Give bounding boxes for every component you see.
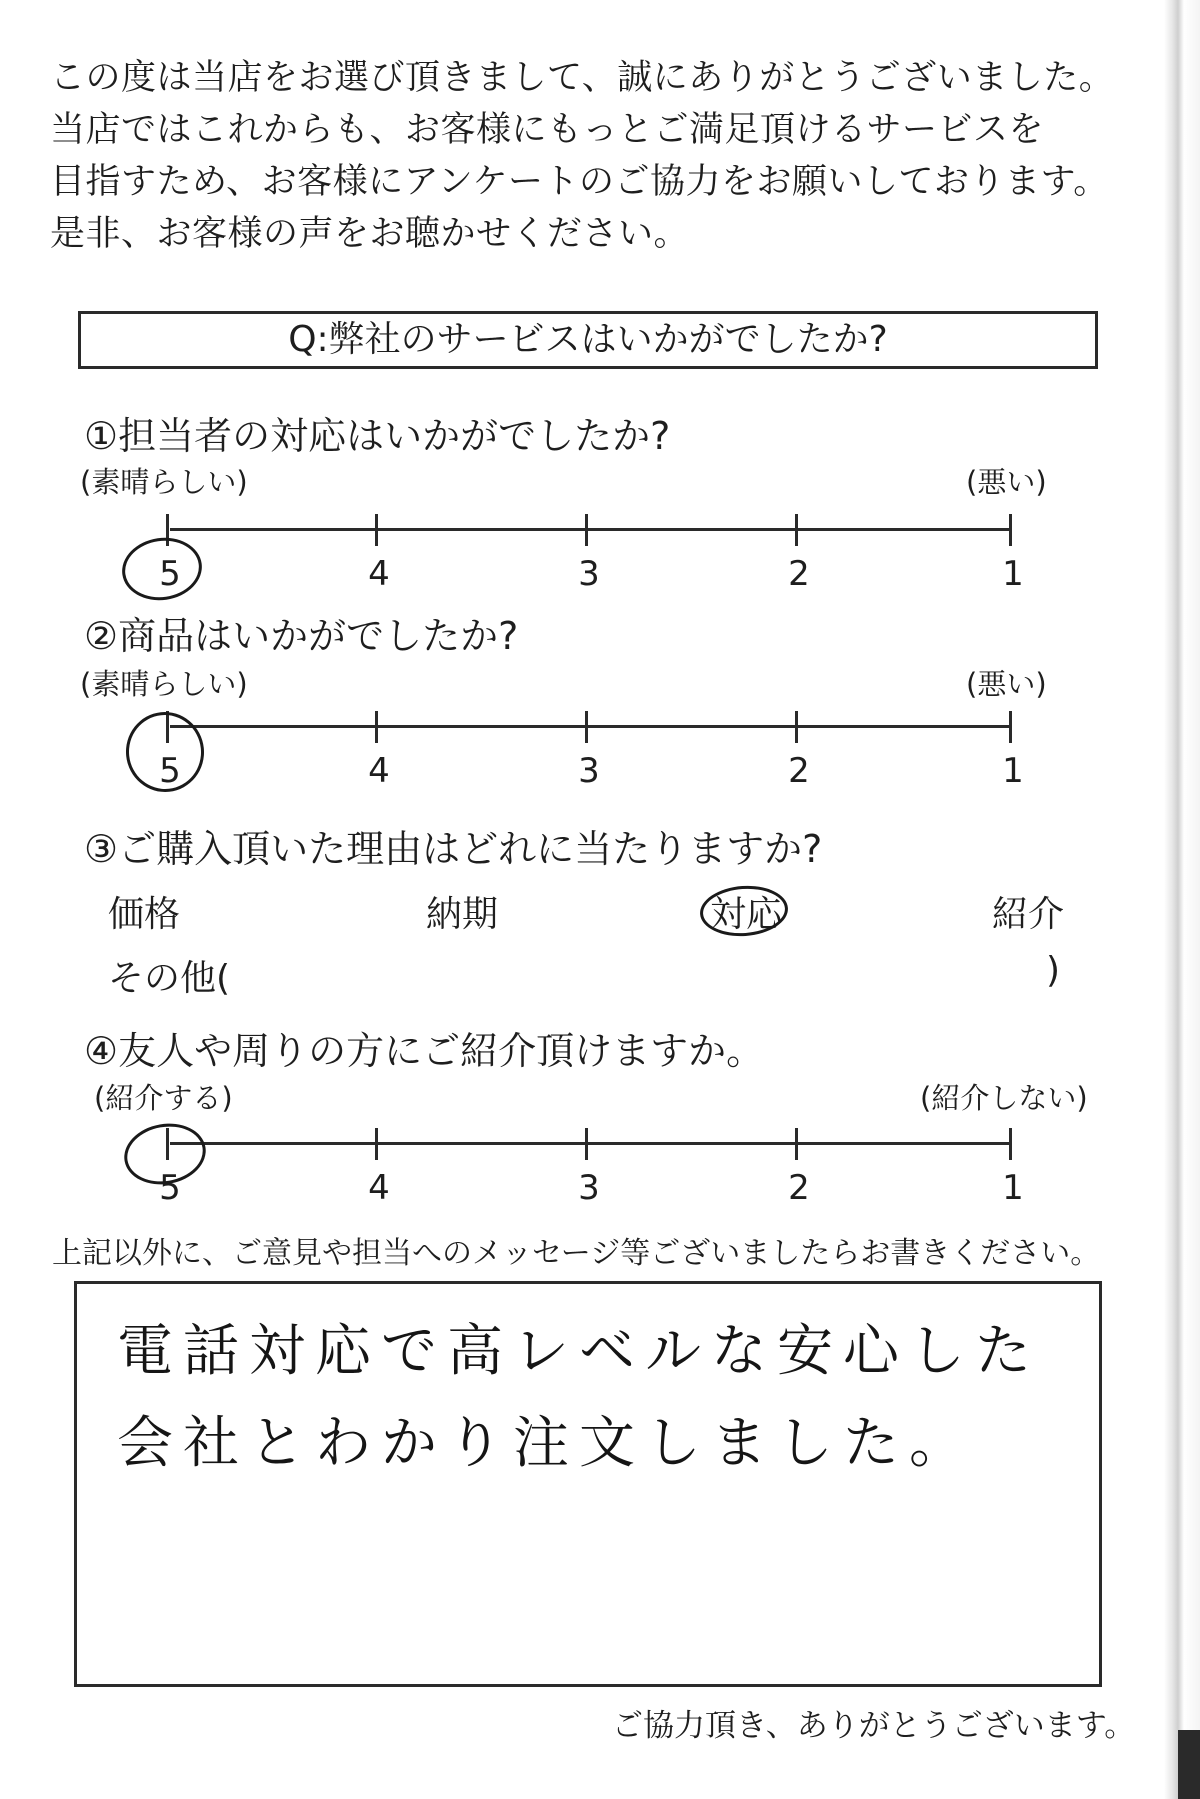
scale-tick	[795, 711, 798, 743]
main-question-text: Q:弊社のサービスはいかがでしたか?	[288, 319, 888, 360]
scale-tick	[375, 711, 378, 743]
main-question-box	[78, 311, 1098, 369]
reason-price: 価格	[108, 894, 181, 935]
reason-other-open: その他(	[108, 958, 231, 999]
scale-tick	[795, 514, 798, 546]
comment-prompt: 上記以外に、ご意見や担当へのメッセージ等ございましたらお書きください。	[52, 1236, 1101, 1271]
scale-number-3: 3	[578, 751, 600, 791]
intro-line: 当店ではこれからも、お客様にもっとご満足頂けるサービスを	[50, 110, 1045, 150]
reason-service: 対応	[710, 894, 783, 935]
question-3: ③ご購入頂いた理由はどれに当たりますか?	[84, 827, 823, 871]
scale-number-1: 1	[1002, 1168, 1024, 1208]
scale-tick	[1009, 711, 1012, 743]
question-4: ④友人や周りの方にご紹介頂けますか。	[84, 1029, 765, 1073]
intro-line: 目指すため、お客様にアンケートのご協力をお願いしております。	[50, 162, 1109, 202]
scale-tick	[375, 514, 378, 546]
scale-number-3: 3	[578, 554, 600, 594]
q2-rating-scale	[159, 707, 1024, 791]
q1-rating-scale	[159, 510, 1024, 594]
scan-edge	[1164, 0, 1200, 1799]
handwritten-line: 電話対応で高レベルな安心した	[117, 1319, 1041, 1384]
q2-left-label: (素晴らしい)	[80, 667, 248, 701]
scale-tick	[1009, 514, 1012, 546]
reason-delivery: 納期	[426, 894, 499, 935]
scale-tick	[375, 1128, 378, 1160]
scale-number-2: 2	[788, 1168, 810, 1208]
closing-thanks: ご協力頂き、ありがとうございます。	[612, 1708, 1136, 1744]
scale-number-3: 3	[578, 1168, 600, 1208]
question-2: ②商品はいかがでしたか?	[84, 614, 519, 658]
scale-tick	[585, 711, 588, 743]
scale-axis	[170, 528, 1012, 531]
scale-tick	[1009, 1128, 1012, 1160]
scale-tick	[795, 1128, 798, 1160]
reason-other-close: )	[1046, 950, 1061, 991]
q2-right-label: (悪い)	[966, 667, 1047, 701]
scale-tick	[585, 1128, 588, 1160]
scale-number-4: 4	[368, 554, 390, 594]
scale-number-1: 1	[1002, 554, 1024, 594]
reason-referral: 紹介	[992, 894, 1065, 935]
scale-number-2: 2	[788, 751, 810, 791]
q1-left-label: (素晴らしい)	[80, 465, 248, 499]
scale-number-5: 5	[159, 554, 181, 594]
q1-right-label: (悪い)	[966, 465, 1047, 499]
scale-number-5: 5	[159, 751, 181, 791]
scale-axis	[170, 1142, 1012, 1145]
comment-box	[74, 1281, 1102, 1687]
q4-rating-scale	[159, 1124, 1024, 1208]
q4-left-label: (紹介する)	[94, 1081, 233, 1115]
intro-text	[50, 52, 1150, 260]
question-1: ①担当者の対応はいかがでしたか?	[84, 414, 671, 458]
handwritten-line: 会社とわかり注文しました。	[117, 1411, 975, 1476]
scale-number-5: 5	[159, 1168, 181, 1208]
scale-axis	[170, 725, 1012, 728]
handwritten-comment	[117, 1306, 1041, 1490]
scale-number-2: 2	[788, 554, 810, 594]
intro-line: この度は当店をお選び頂きまして、誠にありがとうございました。	[50, 58, 1115, 98]
q4-right-label: (紹介しない)	[920, 1081, 1088, 1115]
intro-line: 是非、お客様の声をお聴かせください。	[50, 214, 690, 254]
scale-number-4: 4	[368, 1168, 390, 1208]
scale-number-4: 4	[368, 751, 390, 791]
scale-number-1: 1	[1002, 751, 1024, 791]
scale-tick	[585, 514, 588, 546]
scan-shadow	[1178, 1730, 1200, 1799]
